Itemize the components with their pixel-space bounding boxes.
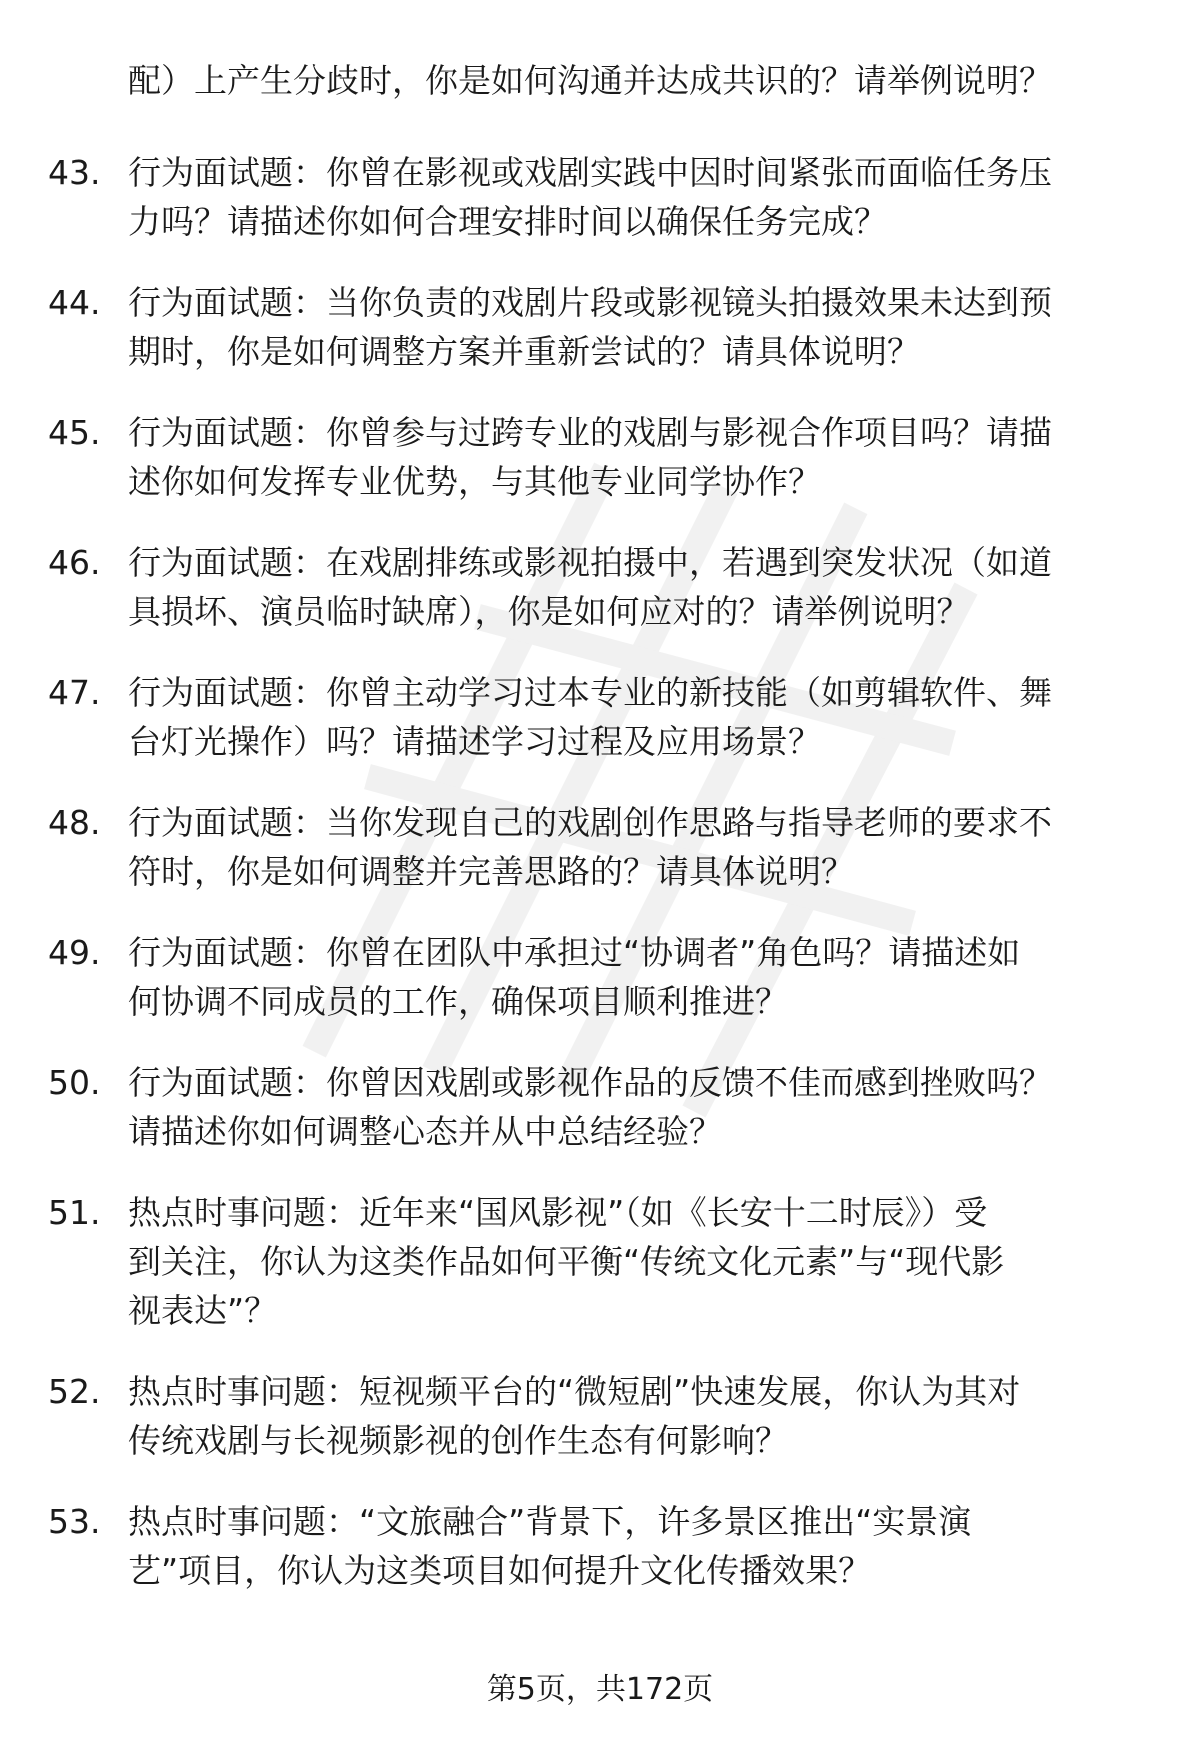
question-text-line: 行为面试题：你曾在团队中承担过“协调者”角色吗？请描述如 — [128, 933, 1021, 972]
question-text — [128, 928, 1138, 1026]
question-item — [48, 928, 1138, 1026]
question-item — [48, 408, 1138, 506]
question-number: 53. — [48, 1502, 101, 1541]
question-number: 48. — [48, 803, 101, 842]
question-item — [48, 148, 1138, 246]
question-item — [48, 1058, 1138, 1156]
question-text — [128, 1188, 1138, 1335]
question-text — [128, 668, 1138, 766]
question-text-line: 期时，你是如何调整方案并重新尝试的？请具体说明？ — [128, 332, 920, 371]
question-item — [48, 1497, 1138, 1595]
question-text-line: 行为面试题：当你发现自己的戏剧创作思路与指导老师的要求不 — [128, 803, 1052, 842]
question-number: 47. — [48, 673, 101, 712]
question-text — [128, 278, 1138, 376]
question-text-line: 热点时事问题：短视频平台的“微短剧”快速发展，你认为其对 — [128, 1372, 1021, 1411]
question-text-line: 请描述你如何调整心态并从中总结经验？ — [128, 1112, 722, 1151]
question-text-line: 热点时事问题：近年来“国风影视”（如《长安十二时辰》）受 — [128, 1193, 988, 1232]
question-number: 50. — [48, 1063, 101, 1102]
question-text-line: 具损坏、演员临时缺席），你是如何应对的？请举例说明？ — [128, 592, 970, 631]
question-text — [128, 148, 1138, 246]
question-list — [48, 148, 1138, 1627]
question-text-line: 述你如何发挥专业优势，与其他专业同学协作？ — [128, 462, 821, 501]
question-text — [128, 1058, 1138, 1156]
question-number: 49. — [48, 933, 101, 972]
question-item — [48, 278, 1138, 376]
question-number: 51. — [48, 1193, 101, 1232]
question-text — [128, 538, 1138, 636]
question-text-line: 传统戏剧与长视频影视的创作生态有何影响？ — [128, 1421, 788, 1460]
question-text-line: 行为面试题：你曾因戏剧或影视作品的反馈不佳而感到挫败吗？ — [128, 1063, 1052, 1102]
question-text-line: 热点时事问题：“文旅融合”背景下，许多景区推出“实景演 — [128, 1502, 972, 1541]
question-text-line: 符时，你是如何调整并完善思路的？请具体说明？ — [128, 852, 854, 891]
question-text — [128, 1497, 1138, 1595]
question-number: 52. — [48, 1372, 101, 1411]
question-text-line: 力吗？请描述你如何合理安排时间以确保任务完成？ — [128, 202, 887, 241]
question-text-line: 到关注，你认为这类作品如何平衡“传统文化元素”与“现代影 — [128, 1242, 1005, 1281]
question-item — [48, 1367, 1138, 1465]
question-text-line: 艺”项目，你认为这类项目如何提升文化传播效果？ — [128, 1551, 872, 1590]
question-text-line: 行为面试题：在戏剧排练或影视拍摄中，若遇到突发状况（如道 — [128, 543, 1052, 582]
question-text-line: 行为面试题：你曾在影视或戏剧实践中因时间紧张而面临任务压 — [128, 153, 1052, 192]
question-text-line: 行为面试题：你曾参与过跨专业的戏剧与影视合作项目吗？请描 — [128, 413, 1052, 452]
question-number: 43. — [48, 153, 101, 192]
question-item — [48, 668, 1138, 766]
question-text — [128, 798, 1138, 896]
question-item — [48, 798, 1138, 896]
continued-question-text: 配）上产生分歧时，你是如何沟通并达成共识的？请举例说明？ — [128, 61, 1052, 100]
question-number: 46. — [48, 543, 101, 582]
question-text-line: 行为面试题：你曾主动学习过本专业的新技能（如剪辑软件、舞 — [128, 673, 1052, 712]
question-text-line: 何协调不同成员的工作，确保项目顺利推进？ — [128, 982, 788, 1021]
question-number: 45. — [48, 413, 101, 452]
question-text — [128, 1367, 1138, 1465]
question-item — [48, 1188, 1138, 1335]
page-number-footer: 第5页，共172页 — [486, 1672, 714, 1707]
question-text-line: 行为面试题：当你负责的戏剧片段或影视镜头拍摄效果未达到预 — [128, 283, 1052, 322]
question-text-line: 台灯光操作）吗？请描述学习过程及应用场景？ — [128, 722, 821, 761]
question-text — [128, 408, 1138, 506]
question-item — [48, 538, 1138, 636]
question-text-line: 视表达”？ — [128, 1291, 278, 1330]
question-number: 44. — [48, 283, 101, 322]
